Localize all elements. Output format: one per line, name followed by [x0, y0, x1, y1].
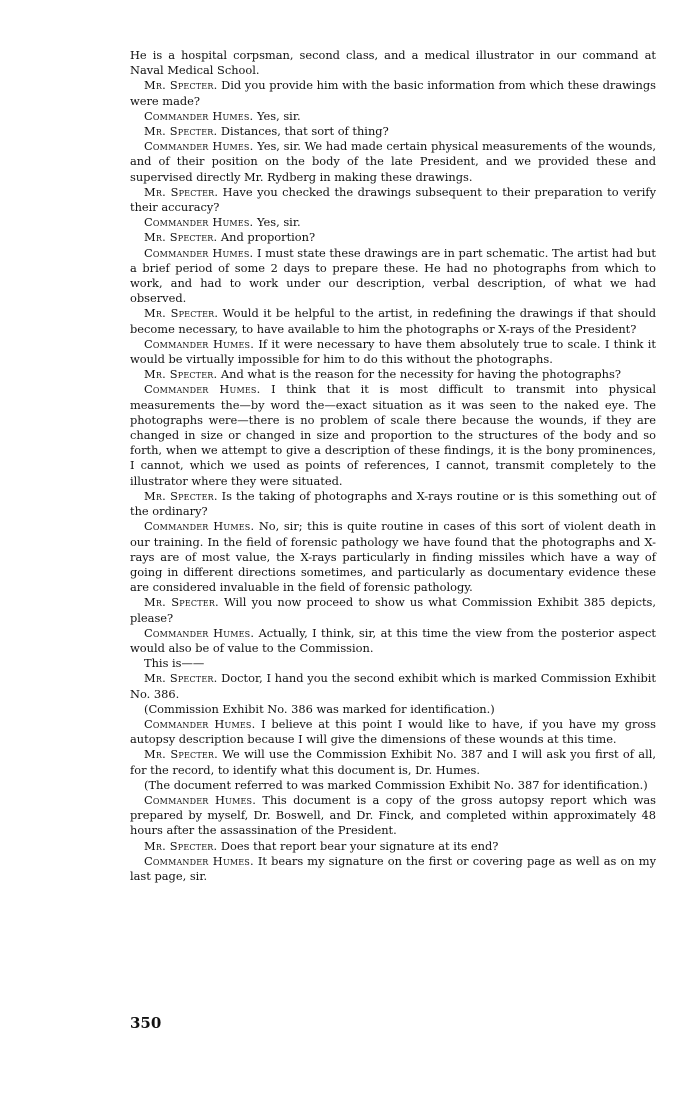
speaker-name: Mr. Specter. [144, 488, 218, 503]
speaker-name: Commander Humes. [144, 245, 254, 260]
speaker-name: Commander Humes. [144, 716, 256, 731]
transcript-paragraph: Commander Humes. It bears my signature on the first or covering page as well as on my last page, sir. [130, 853, 657, 883]
speaker-name: Mr. Specter. [144, 671, 218, 686]
transcript-paragraph: Commander Humes. I must state these drawings are in part schematic. The artist had but a brief period of some 2 days to prepare these. He had no photographs from which to work, and had to work under our description, verbal description, of what we had observed. [130, 245, 656, 306]
transcript-paragraph: Mr. Specter. Would it be helpful to the artist, in redefining the drawings if that should become necessary, to have available to him the photographs or X-rays of the President? [130, 306, 657, 336]
transcript-paragraph: Commander Humes. I believe at this point I would like to have, if you have my gross autopsy description because I will give the dimensions of these wounds at this time. [130, 716, 657, 747]
speaker-name: Commander Humes. [144, 108, 254, 123]
transcript-paragraph: Mr. Specter. And proportion? [144, 230, 316, 245]
transcript-body [130, 48, 656, 884]
speaker-name: Commander Humes. [144, 336, 255, 351]
transcript-paragraph: Commander Humes. Actually, I think, sir, at this time the view from the posterior aspect would also be of value to the Commission. [130, 625, 656, 655]
transcript-paragraph: This is—— [144, 656, 205, 671]
transcript-paragraph: He is a hospital corpsman, second class, and a medical illustrator in our command at Naval Medical School. [130, 48, 656, 78]
page-number: 350 [130, 1014, 162, 1032]
speaker-name: Mr. Specter. [144, 747, 218, 762]
transcript-paragraph: Mr. Specter. Distances, that sort of thing? [144, 124, 389, 139]
transcript-paragraph: (The document referred to was marked Commission Exhibit No. 387 for identification.) [144, 777, 648, 792]
transcript-paragraph: Commander Humes. Yes, sir. [144, 108, 301, 123]
transcript-paragraph: Mr. Specter. Have you checked the drawings subsequent to their preparation to verify their accuracy? [130, 184, 657, 215]
speaker-name: Commander Humes. [144, 853, 254, 868]
transcript-paragraph: Mr. Specter. Is the taking of photographs and X-rays routine or is this something out of the ordinary? [130, 488, 657, 519]
transcript-paragraph: Commander Humes. Yes, sir. We had made certain physical measurements of the wounds, and of their position on the body of the late President, and we provided these and supervised directly Mr. Rydberg in making these drawings. [130, 139, 657, 184]
speaker-name: Mr. Specter. [144, 306, 219, 321]
speaker-name: Mr. Specter. [144, 595, 219, 610]
speaker-name: Mr. Specter. [144, 124, 218, 139]
speaker-name: Commander Humes. [144, 792, 257, 807]
speaker-name: Commander Humes. [144, 139, 254, 154]
transcript-paragraph: Commander Humes. If it were necessary to have them absolutely true to scale. I think it would be virtually impossible for him to do this without the photographs. [130, 336, 656, 367]
speaker-name: Mr. Specter. [144, 838, 218, 853]
speaker-name: Mr. Specter. [144, 367, 218, 382]
speaker-name: Commander Humes. [144, 519, 255, 534]
transcript-paragraph: Commander Humes. No, sir; this is quite routine in cases of this sort of violent death in our training. In the field of forensic pathology we have found that the photographs and X-rays are of most value, the X-rays particularly in finding missiles which have a way of going in different directions sometimes, and particularly as documentary evidence these are considered invaluable in the field of forensic pathology. [130, 519, 657, 595]
speaker-name: Mr. Specter. [144, 78, 218, 93]
speaker-name: Commander Humes. [144, 382, 261, 397]
transcript-paragraph: Commander Humes. Yes, sir. [144, 215, 301, 230]
transcript-paragraph: Mr. Specter. Did you provide him with the basic information from which these drawings were made? [130, 78, 657, 108]
speaker-name: Commander Humes. [144, 215, 254, 230]
transcript-paragraph: Mr. Specter. We will use the Commission Exhibit No. 387 and I will ask you first of all, for the record, to identify what this document is, Dr. Humes. [130, 747, 656, 777]
transcript-paragraph: Mr. Specter. And what is the reason for the necessity for having the photographs? [144, 367, 621, 382]
transcript-paragraph: Commander Humes. I think that it is most difficult to transmit into physical measurements the—by word the—exact situation as it was seen to the naked eye. The photographs were—there is no problem of scale there because the wounds, if they are changed in size or changed in size and proportion to the structures of the body and so forth, when we attempt to give a description of these findings, it is the bony prominences, I cannot, which we used as points of references, I cannot, transmit completely to the illustrator where they were situated. [130, 382, 656, 488]
transcript-paragraph: Mr. Specter. Will you now proceed to show us what Commission Exhibit 385 depicts, please? [130, 595, 656, 625]
speaker-name: Mr. Specter. [144, 230, 218, 245]
transcript-paragraph: Mr. Specter. Does that report bear your signature at its end? [144, 838, 499, 853]
transcript-paragraph: Mr. Specter. Doctor, I hand you the second exhibit which is marked Commission Exhibit No. 386. [130, 671, 657, 701]
transcript-paragraph: Commander Humes. This document is a copy of the gross autopsy report which was prepared by myself, Dr. Boswell, and Dr. Finck, and completed within approximately 48 hours after the assassination of the President. [130, 792, 657, 838]
speaker-name: Mr. Specter. [144, 184, 219, 199]
speaker-name: Commander Humes. [144, 625, 255, 640]
transcript-paragraph: (Commission Exhibit No. 386 was marked for identification.) [144, 701, 495, 716]
